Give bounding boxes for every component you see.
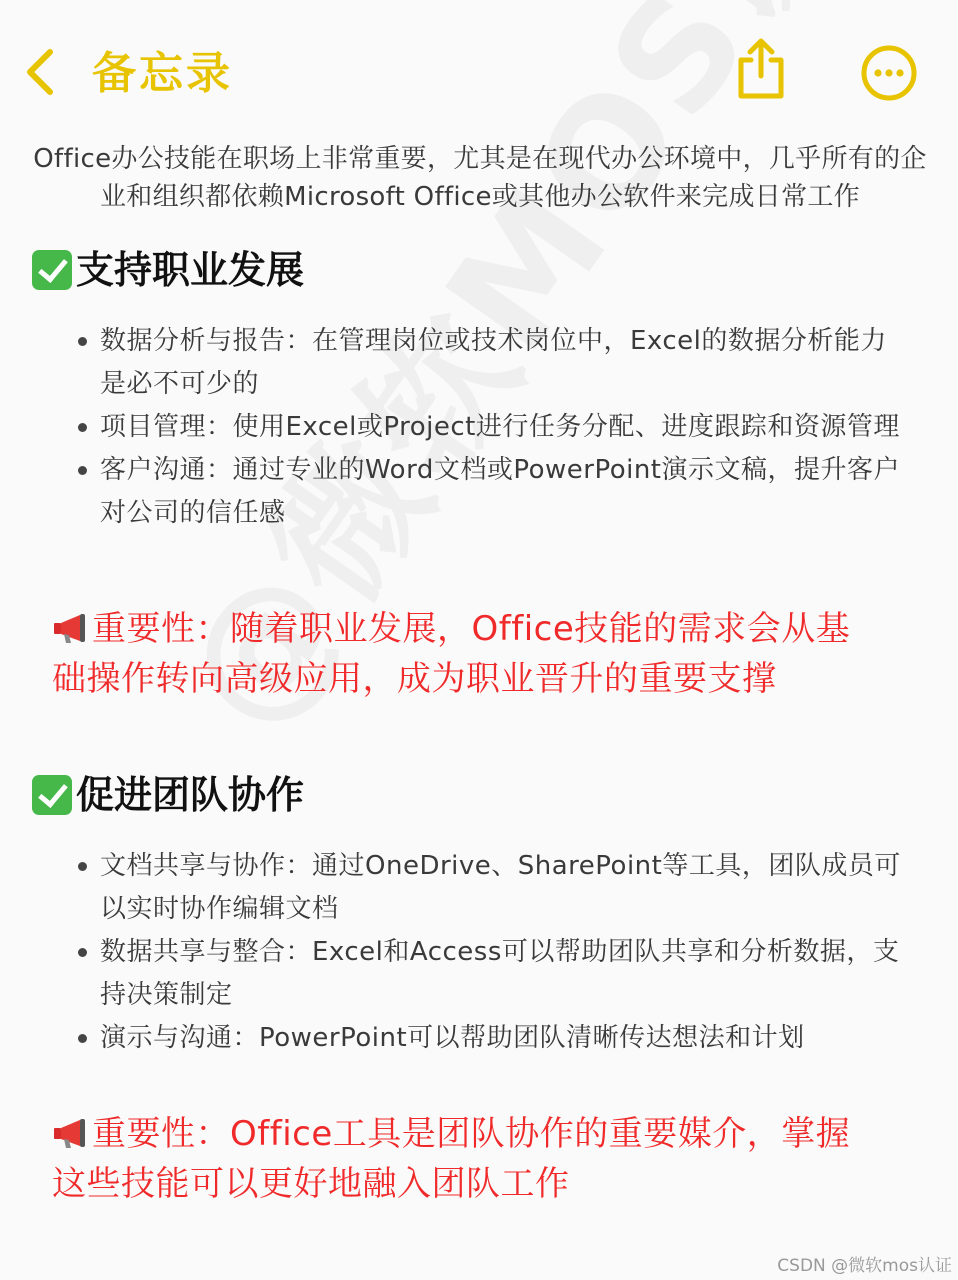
check-mark-icon <box>32 775 72 815</box>
megaphone-icon <box>52 1117 90 1149</box>
list-item-text: 文档共享与协作：通过OneDrive、SharePoint等工具，团队成员可以实时协作编辑文档 <box>100 851 901 924</box>
share-button[interactable] <box>733 38 789 102</box>
list-item <box>78 320 908 406</box>
section-heading-text: 支持职业发展 <box>76 248 305 292</box>
section-heading-teamwork <box>32 770 304 820</box>
check-mark-icon <box>32 250 72 290</box>
footer-credit: CSDN @微软mos认证 <box>777 1256 952 1276</box>
importance-text: 重要性：随着职业发展，Office技能的需求会从基础操作转向高级应用，成为职业晋升的重要支撑 <box>52 609 851 699</box>
nav-bar <box>0 0 958 140</box>
list-item-text: 数据分析与报告：在管理岗位或技术岗位中，Excel的数据分析能力是必不可少的 <box>100 326 887 399</box>
list-item <box>78 1017 908 1060</box>
more-icon <box>860 44 918 102</box>
importance-note-career <box>52 604 882 704</box>
list-item-text: 项目管理：使用Excel或Project进行任务分配、进度跟踪和资源管理 <box>100 412 900 442</box>
section-heading-career <box>32 245 304 295</box>
list-item <box>78 931 908 1017</box>
importance-note-teamwork <box>52 1109 882 1209</box>
importance-text: 重要性：Office工具是团队协作的重要媒介，掌握这些技能可以更好地融入团队工作 <box>52 1114 851 1204</box>
list-item-text: 客户沟通：通过专业的Word文档或PowerPoint演示文稿，提升客户对公司的信任感 <box>100 455 900 528</box>
list-item <box>78 845 908 931</box>
page-title: 备忘录 <box>92 48 233 99</box>
list-item-text: 数据共享与整合：Excel和Access可以帮助团队共享和分析数据，支持决策制定 <box>100 937 900 1010</box>
bullet-dot <box>78 466 87 475</box>
list-item <box>78 449 908 535</box>
bullet-dot <box>78 337 87 346</box>
list-item-text: 演示与沟通：PowerPoint可以帮助团队清晰传达想法和计划 <box>100 1023 805 1053</box>
bullet-dot <box>78 423 87 432</box>
intro-paragraph: Office办公技能在职场上非常重要，尤其是在现代办公环境中，几乎所有的企业和组织都依赖Microsoft Office或其他办公软件来完成日常工作 <box>33 144 927 212</box>
chevron-left-icon <box>22 44 62 100</box>
bullet-dot <box>78 948 87 957</box>
section-heading-text: 促进团队协作 <box>76 773 305 817</box>
list-item <box>78 406 908 449</box>
megaphone-icon <box>52 612 90 644</box>
bullet-dot <box>78 1034 87 1043</box>
bullet-dot <box>78 862 87 871</box>
teamwork-list <box>78 845 908 1060</box>
share-icon <box>733 38 789 102</box>
career-list <box>78 320 908 535</box>
back-button[interactable] <box>22 44 62 100</box>
more-options-button[interactable] <box>860 44 918 102</box>
